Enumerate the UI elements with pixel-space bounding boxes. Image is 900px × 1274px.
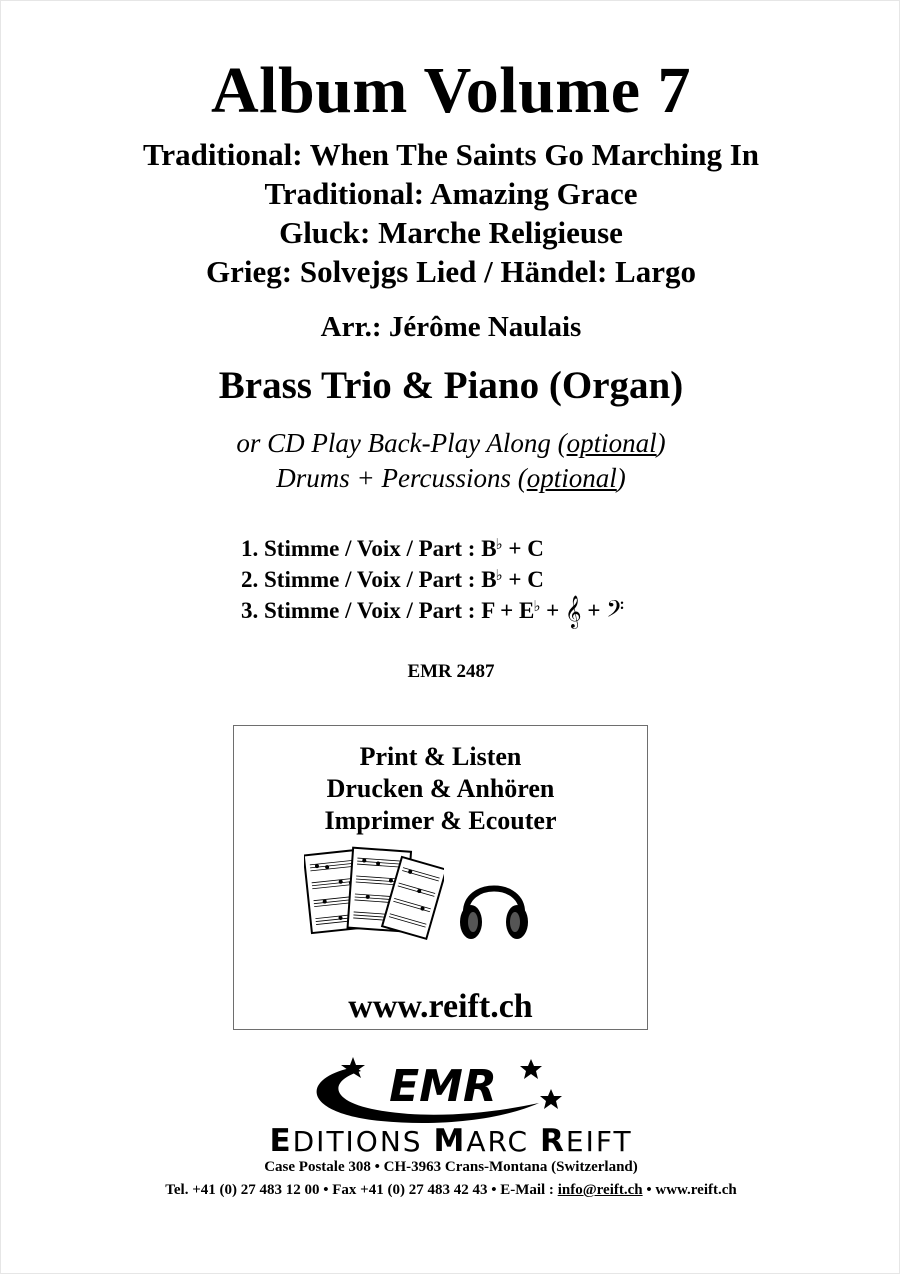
album-title: Album Volume 7 [210, 54, 692, 127]
headphones-icon [456, 866, 532, 946]
optional-cd-line: or CD Play Back-Play Along (optional) [236, 428, 666, 458]
part-row: 2. Stimme / Voix / Part : B♭ + C [241, 566, 544, 592]
parts-list [241, 529, 625, 628]
sheet-music-icon [304, 844, 444, 944]
bass-clef-icon: 𝄢 [606, 595, 625, 628]
print-listen-line: Print & Listen [359, 742, 522, 771]
optional-drums-line: Drums + Percussions (optional) [276, 463, 626, 493]
print-listen-box [233, 725, 648, 1030]
treble-clef-icon: 𝄞 [565, 595, 582, 628]
website-link[interactable]: www.reift.ch [348, 988, 533, 1025]
catalog-number: EMR 2487 [407, 661, 495, 682]
print-listen-line: Drucken & Anhören [326, 774, 555, 803]
piece-title: Traditional: When The Saints Go Marching In [142, 137, 760, 172]
part-row: 3. Stimme / Voix / Part : F + E♭ + 𝄞 + 𝄢 [241, 595, 625, 628]
part-row: 1. Stimme / Voix / Part : B♭ + C [241, 535, 544, 561]
print-listen-line: Imprimer & Ecouter [324, 806, 557, 835]
logo-text: EMR [389, 1061, 497, 1112]
flat-symbol: ♭ [495, 566, 503, 584]
flat-symbol: ♭ [495, 535, 503, 553]
piece-title: Traditional: Amazing Grace [264, 176, 638, 211]
publisher-name: EDITIONS MARC REIFT [269, 1123, 633, 1159]
flat-symbol: ♭ [533, 597, 541, 615]
email-link[interactable]: info@reift.ch [557, 1182, 643, 1198]
emr-logo [293, 1055, 593, 1133]
publisher-contact: Tel. +41 (0) 27 483 12 00 • Fax +41 (0) 27 483 42 43 • E-Mail : info@reift.ch • www.reift.ch [165, 1182, 737, 1198]
piece-title: Grieg: Solvejgs Lied / Händel: Largo [206, 254, 696, 289]
piece-title: Gluck: Marche Religieuse [279, 215, 623, 250]
instrumentation: Brass Trio & Piano (Organ) [218, 364, 684, 407]
arranger: Arr.: Jérôme Naulais [320, 311, 582, 343]
publisher-address: Case Postale 308 • CH-3963 Crans-Montana (Switzerland) [264, 1159, 638, 1175]
